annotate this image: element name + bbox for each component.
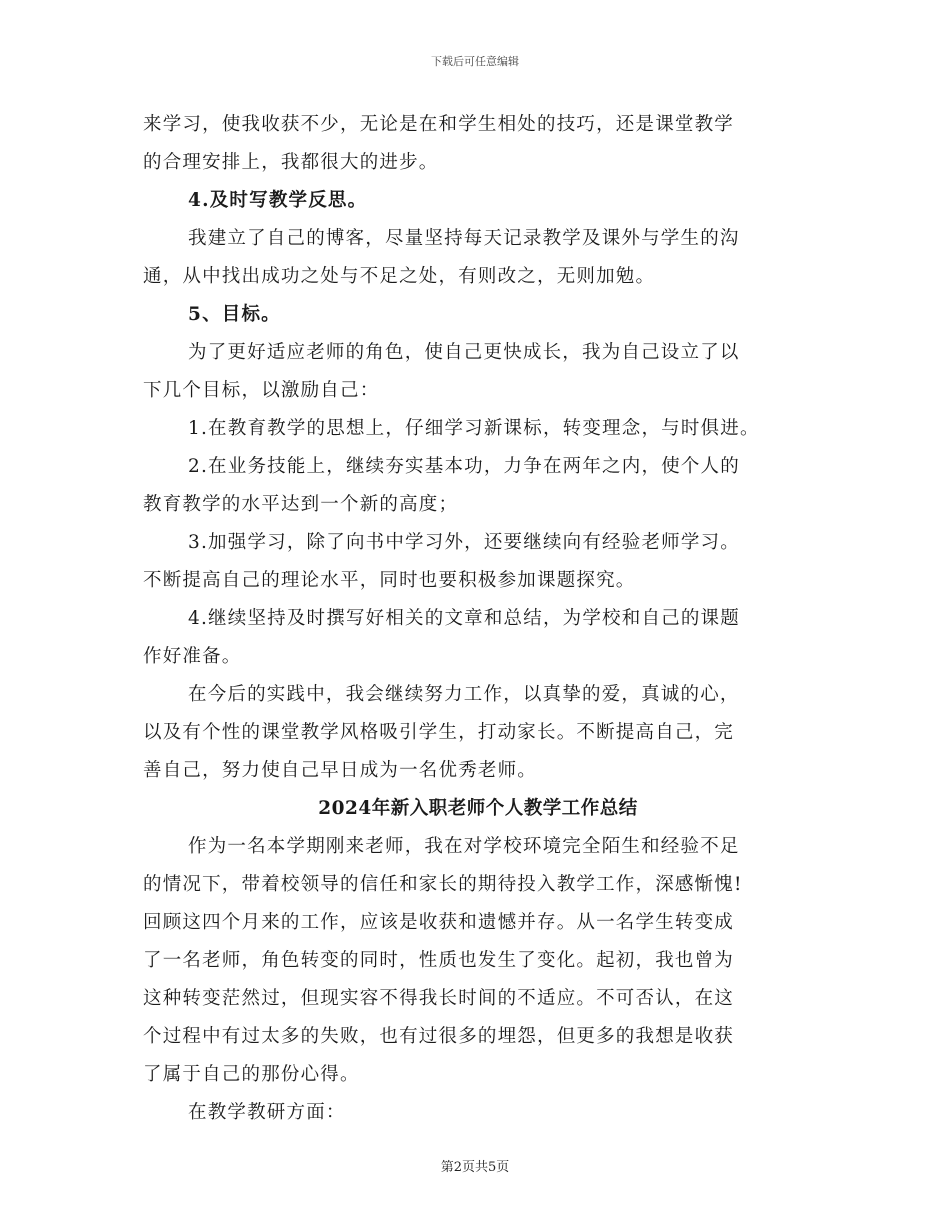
body-line: 教育教学的水平达到一个新的高度；	[143, 494, 459, 515]
body-line: 的情况下，带着校领导的信任和家长的期待投入教学工作，深感惭愧!	[143, 874, 743, 895]
body-line: 回顾这四个月来的工作，应该是收获和遗憾并存。从一名学生转变成	[143, 912, 735, 933]
document-title: 2024年新入职老师个人教学工作总结	[318, 798, 638, 819]
body-line: 在教学教研方面：	[188, 1102, 346, 1123]
body-line: 了一名老师，角色转变的同时，性质也发生了变化。起初，我也曾为	[143, 950, 735, 971]
list-item: 1.在教育教学的思想上，仔细学习新课标，转变理念，与时俱进。	[188, 418, 760, 439]
document-body	[143, 106, 813, 1132]
body-line: 这种转变茫然过，但现实容不得我长时间的不适应。不可否认，在这	[143, 988, 735, 1009]
body-line: 在今后的实践中，我会继续努力工作，以真挚的爱，真诚的心，	[188, 684, 740, 705]
body-line: 来学习，使我收获不少，无论是在和学生相处的技巧，还是课堂教学	[143, 114, 735, 135]
body-line: 作好准备。	[143, 646, 242, 667]
list-item: 3.加强学习，除了向书中学习外，还要继续向有经验老师学习。	[188, 532, 740, 553]
body-line: 善自己，努力使自己早日成为一名优秀老师。	[143, 760, 538, 781]
body-line: 为了更好适应老师的角色，使自己更快成长，我为自己设立了以	[188, 342, 740, 363]
list-item: 2.在业务技能上，继续夯实基本功，力争在两年之内，使个人的	[188, 456, 740, 477]
body-line: 不断提高自己的理论水平，同时也要积极参加课题探究。	[143, 570, 636, 591]
body-line: 个过程中有过太多的失败，也有过很多的埋怨，但更多的我想是收获	[143, 1026, 735, 1047]
section-heading: 5、目标。	[188, 304, 281, 325]
body-line: 了属于自己的那份心得。	[143, 1064, 360, 1085]
body-line: 作为一名本学期刚来老师，我在对学校环境完全陌生和经验不足	[188, 836, 740, 857]
page-number: 第2页共5页	[440, 1160, 510, 1175]
body-line: 我建立了自己的博客，尽量坚持每天记录教学及课外与学生的沟	[188, 228, 740, 249]
body-line: 以及有个性的课堂教学风格吸引学生，打动家长。不断提高自己，完	[143, 722, 735, 743]
body-line: 下几个目标，以激励自己：	[143, 380, 380, 401]
body-line: 通，从中找出成功之处与不足之处，有则改之，无则加勉。	[143, 266, 656, 287]
section-heading: 4.及时写教学反思。	[188, 190, 368, 211]
page-header-note: 下载后可任意编辑	[431, 55, 519, 68]
body-line: 的合理安排上，我都很大的进步。	[143, 152, 439, 173]
list-item: 4.继续坚持及时撰写好相关的文章和总结，为学校和自己的课题	[188, 608, 740, 629]
